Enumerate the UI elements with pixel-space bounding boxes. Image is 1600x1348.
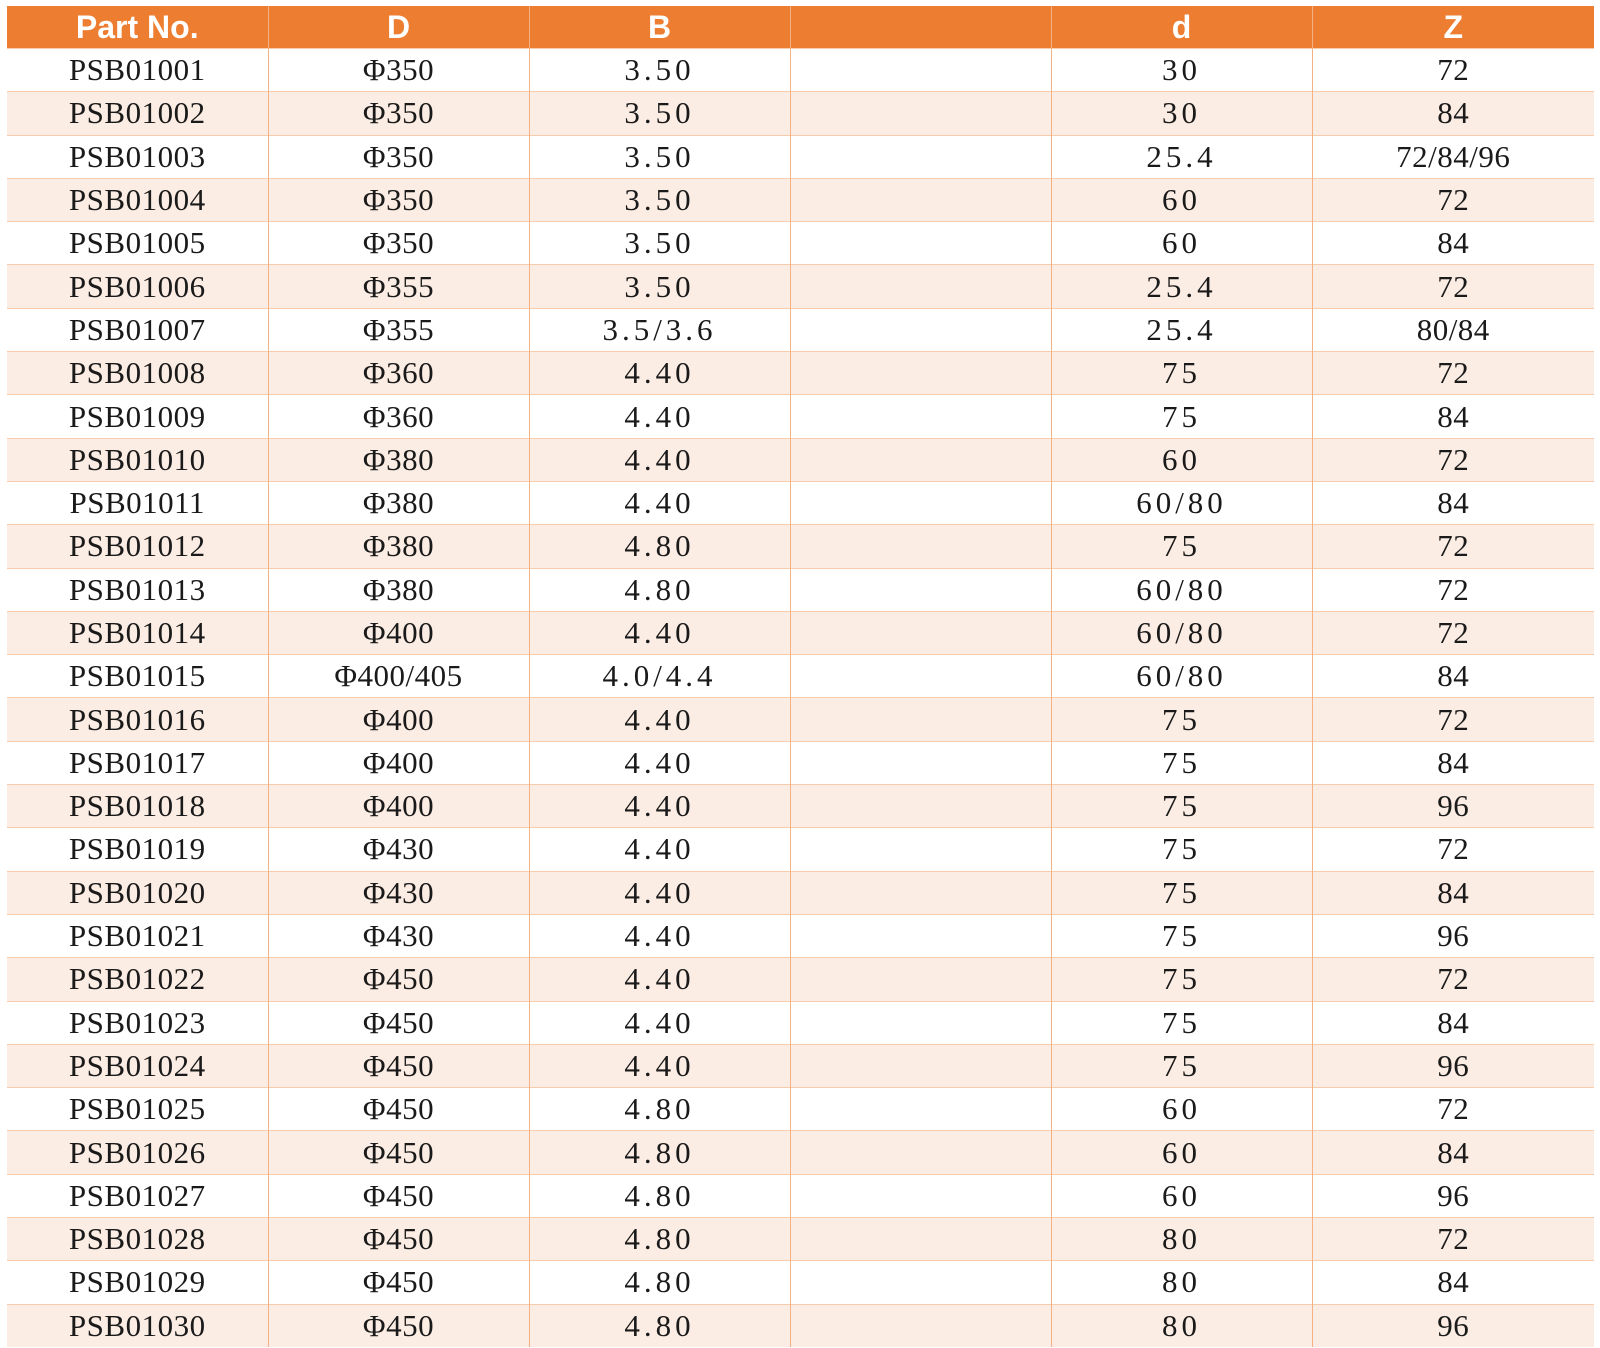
part-no-cell: PSB01013 [7, 568, 268, 611]
part-no-cell: PSB01012 [7, 525, 268, 568]
d-lower-cell: 75 [1051, 785, 1312, 828]
b-cell: 4.40 [529, 914, 790, 957]
z-cell: 96 [1312, 1044, 1594, 1087]
part-no-cell: PSB01007 [7, 308, 268, 351]
b-cell: 4.40 [529, 438, 790, 481]
part-no-cell: PSB01008 [7, 352, 268, 395]
part-no-cell: PSB01027 [7, 1174, 268, 1217]
b-cell: 4.40 [529, 395, 790, 438]
b-cell: 4.40 [529, 828, 790, 871]
spec-table-container [7, 6, 1594, 1347]
b-cell: 3.50 [529, 92, 790, 135]
z-cell: 96 [1312, 785, 1594, 828]
b-cell: 3.50 [529, 222, 790, 265]
part-no-cell: PSB01016 [7, 698, 268, 741]
z-cell: 96 [1312, 1174, 1594, 1217]
part-no-header: Part No. [7, 6, 268, 49]
part-no-cell: PSB01015 [7, 655, 268, 698]
d-upper-cell: Φ450 [268, 1304, 529, 1347]
blank-cell [790, 741, 1051, 784]
part-no-cell: PSB01028 [7, 1218, 268, 1261]
b-cell: 3.50 [529, 135, 790, 178]
z-cell: 72/84/96 [1312, 135, 1594, 178]
d-upper-cell: Φ450 [268, 1088, 529, 1131]
blank-cell [790, 1218, 1051, 1261]
z-cell: 96 [1312, 914, 1594, 957]
blank-cell [790, 352, 1051, 395]
z-cell: 72 [1312, 352, 1594, 395]
table-row [7, 352, 1594, 395]
table-row [7, 655, 1594, 698]
b-cell: 4.0/4.4 [529, 655, 790, 698]
d-lower-cell: 25.4 [1051, 135, 1312, 178]
part-no-cell: PSB01020 [7, 871, 268, 914]
table-row [7, 828, 1594, 871]
table-header [7, 6, 1594, 49]
z-cell: 72 [1312, 438, 1594, 481]
table-row [7, 481, 1594, 524]
blank-cell [790, 611, 1051, 654]
z-cell: 72 [1312, 568, 1594, 611]
blank-cell [790, 914, 1051, 957]
d-upper-cell: Φ350 [268, 49, 529, 92]
table-row [7, 785, 1594, 828]
z-cell: 72 [1312, 611, 1594, 654]
blank-cell [790, 1131, 1051, 1174]
z-cell: 72 [1312, 265, 1594, 308]
d-lower-cell: 60 [1051, 1088, 1312, 1131]
d-upper-cell: Φ355 [268, 265, 529, 308]
z-cell: 84 [1312, 481, 1594, 524]
d-upper-cell: Φ380 [268, 525, 529, 568]
b-cell: 4.40 [529, 611, 790, 654]
blank-cell [790, 178, 1051, 221]
b-cell: 4.40 [529, 481, 790, 524]
d-lower-cell: 60/80 [1051, 568, 1312, 611]
part-no-cell: PSB01024 [7, 1044, 268, 1087]
table-row [7, 1304, 1594, 1347]
table-row [7, 92, 1594, 135]
d-upper-cell: Φ400 [268, 785, 529, 828]
z-cell: 84 [1312, 222, 1594, 265]
table-row [7, 1131, 1594, 1174]
d-lower-cell: 75 [1051, 698, 1312, 741]
b-cell: 4.80 [529, 568, 790, 611]
d-upper-cell: Φ450 [268, 1131, 529, 1174]
d-lower-cell: 80 [1051, 1304, 1312, 1347]
blank-cell [790, 1044, 1051, 1087]
b-cell: 4.80 [529, 1218, 790, 1261]
blank-cell [790, 135, 1051, 178]
d-lower-cell: 75 [1051, 828, 1312, 871]
z-cell: 84 [1312, 395, 1594, 438]
blank-cell [790, 958, 1051, 1001]
d-upper-cell: Φ450 [268, 1261, 529, 1304]
blank-cell [790, 222, 1051, 265]
d-upper-cell: Φ380 [268, 568, 529, 611]
table-row [7, 1218, 1594, 1261]
z-cell: 72 [1312, 1088, 1594, 1131]
z-cell: 84 [1312, 1261, 1594, 1304]
table-row [7, 1261, 1594, 1304]
d-upper-cell: Φ450 [268, 1044, 529, 1087]
d-upper-cell: Φ350 [268, 92, 529, 135]
d-upper-cell: Φ360 [268, 352, 529, 395]
blank-cell [790, 1001, 1051, 1044]
part-no-cell: PSB01014 [7, 611, 268, 654]
table-row [7, 1001, 1594, 1044]
blank-cell [790, 1304, 1051, 1347]
z-cell: 96 [1312, 1304, 1594, 1347]
d-lower-cell: 60/80 [1051, 655, 1312, 698]
table-row [7, 1044, 1594, 1087]
d-lower-cell: 75 [1051, 741, 1312, 784]
blank-header [790, 6, 1051, 49]
d-lower-header: d [1051, 6, 1312, 49]
table-row [7, 308, 1594, 351]
table-row [7, 741, 1594, 784]
z-cell: 72 [1312, 828, 1594, 871]
table-row [7, 222, 1594, 265]
table-row [7, 698, 1594, 741]
d-lower-cell: 75 [1051, 914, 1312, 957]
d-lower-cell: 75 [1051, 871, 1312, 914]
d-upper-cell: Φ350 [268, 135, 529, 178]
part-no-cell: PSB01003 [7, 135, 268, 178]
table-row [7, 525, 1594, 568]
d-lower-cell: 60/80 [1051, 611, 1312, 654]
part-no-cell: PSB01001 [7, 49, 268, 92]
z-cell: 84 [1312, 1001, 1594, 1044]
d-lower-cell: 25.4 [1051, 308, 1312, 351]
table-row [7, 135, 1594, 178]
b-cell: 3.50 [529, 178, 790, 221]
blank-cell [790, 568, 1051, 611]
part-no-cell: PSB01026 [7, 1131, 268, 1174]
part-no-cell: PSB01025 [7, 1088, 268, 1131]
blank-cell [790, 828, 1051, 871]
b-cell: 4.80 [529, 525, 790, 568]
z-cell: 84 [1312, 655, 1594, 698]
d-upper-cell: Φ450 [268, 1001, 529, 1044]
b-cell: 4.80 [529, 1088, 790, 1131]
d-lower-cell: 75 [1051, 1044, 1312, 1087]
part-no-cell: PSB01017 [7, 741, 268, 784]
table-row [7, 914, 1594, 957]
z-cell: 84 [1312, 741, 1594, 784]
d-lower-cell: 80 [1051, 1261, 1312, 1304]
blank-cell [790, 655, 1051, 698]
blank-cell [790, 1088, 1051, 1131]
d-lower-cell: 75 [1051, 958, 1312, 1001]
part-no-cell: PSB01022 [7, 958, 268, 1001]
d-upper-cell: Φ430 [268, 871, 529, 914]
b-cell: 4.40 [529, 352, 790, 395]
b-cell: 3.5/3.6 [529, 308, 790, 351]
part-no-cell: PSB01004 [7, 178, 268, 221]
d-upper-cell: Φ450 [268, 1218, 529, 1261]
d-upper-cell: Φ360 [268, 395, 529, 438]
d-lower-cell: 75 [1051, 525, 1312, 568]
z-cell: 72 [1312, 1218, 1594, 1261]
part-no-cell: PSB01030 [7, 1304, 268, 1347]
table-row [7, 178, 1594, 221]
blank-cell [790, 308, 1051, 351]
d-upper-cell: Φ400 [268, 611, 529, 654]
b-cell: 4.80 [529, 1261, 790, 1304]
part-no-cell: PSB01006 [7, 265, 268, 308]
d-upper-cell: Φ450 [268, 958, 529, 1001]
blank-cell [790, 92, 1051, 135]
table-row [7, 611, 1594, 654]
part-no-cell: PSB01005 [7, 222, 268, 265]
z-cell: 72 [1312, 178, 1594, 221]
part-no-cell: PSB01010 [7, 438, 268, 481]
table-row [7, 958, 1594, 1001]
blank-cell [790, 525, 1051, 568]
d-upper-cell: Φ355 [268, 308, 529, 351]
part-no-cell: PSB01023 [7, 1001, 268, 1044]
b-cell: 3.50 [529, 265, 790, 308]
z-cell: 72 [1312, 958, 1594, 1001]
d-lower-cell: 75 [1051, 395, 1312, 438]
d-lower-cell: 75 [1051, 1001, 1312, 1044]
b-cell: 4.40 [529, 1044, 790, 1087]
blank-cell [790, 49, 1051, 92]
part-no-cell: PSB01011 [7, 481, 268, 524]
table-row [7, 438, 1594, 481]
z-cell: 72 [1312, 525, 1594, 568]
part-no-cell: PSB01029 [7, 1261, 268, 1304]
d-lower-cell: 30 [1051, 49, 1312, 92]
d-upper-cell: Φ400/405 [268, 655, 529, 698]
d-upper-cell: Φ350 [268, 222, 529, 265]
b-header: B [529, 6, 790, 49]
d-lower-cell: 60/80 [1051, 481, 1312, 524]
d-lower-cell: 80 [1051, 1218, 1312, 1261]
d-upper-cell: Φ450 [268, 1174, 529, 1217]
d-upper-cell: Φ430 [268, 914, 529, 957]
b-cell: 4.40 [529, 698, 790, 741]
blank-cell [790, 871, 1051, 914]
z-cell: 84 [1312, 871, 1594, 914]
blank-cell [790, 481, 1051, 524]
table-body [7, 49, 1594, 1347]
header-row [7, 6, 1594, 49]
blank-cell [790, 395, 1051, 438]
z-cell: 72 [1312, 49, 1594, 92]
part-no-cell: PSB01002 [7, 92, 268, 135]
b-cell: 4.40 [529, 785, 790, 828]
d-lower-cell: 60 [1051, 1174, 1312, 1217]
d-upper-cell: Φ400 [268, 741, 529, 784]
blank-cell [790, 1261, 1051, 1304]
b-cell: 4.80 [529, 1304, 790, 1347]
part-no-cell: PSB01018 [7, 785, 268, 828]
d-lower-cell: 60 [1051, 178, 1312, 221]
d-lower-cell: 25.4 [1051, 265, 1312, 308]
d-upper-cell: Φ350 [268, 178, 529, 221]
d-lower-cell: 60 [1051, 438, 1312, 481]
d-upper-header: D [268, 6, 529, 49]
z-cell: 72 [1312, 698, 1594, 741]
d-lower-cell: 75 [1051, 352, 1312, 395]
part-spec-table [7, 6, 1594, 1347]
b-cell: 4.40 [529, 871, 790, 914]
blank-cell [790, 1174, 1051, 1217]
table-row [7, 265, 1594, 308]
blank-cell [790, 698, 1051, 741]
b-cell: 4.40 [529, 741, 790, 784]
d-upper-cell: Φ400 [268, 698, 529, 741]
b-cell: 3.50 [529, 49, 790, 92]
table-row [7, 568, 1594, 611]
part-no-cell: PSB01019 [7, 828, 268, 871]
d-upper-cell: Φ380 [268, 438, 529, 481]
d-upper-cell: Φ430 [268, 828, 529, 871]
d-upper-cell: Φ380 [268, 481, 529, 524]
part-no-cell: PSB01021 [7, 914, 268, 957]
d-lower-cell: 60 [1051, 222, 1312, 265]
table-row [7, 395, 1594, 438]
d-lower-cell: 60 [1051, 1131, 1312, 1174]
z-cell: 80/84 [1312, 308, 1594, 351]
blank-cell [790, 438, 1051, 481]
b-cell: 4.80 [529, 1131, 790, 1174]
z-cell: 84 [1312, 1131, 1594, 1174]
z-header: Z [1312, 6, 1594, 49]
blank-cell [790, 265, 1051, 308]
blank-cell [790, 785, 1051, 828]
table-row [7, 49, 1594, 92]
table-row [7, 871, 1594, 914]
table-row [7, 1174, 1594, 1217]
d-lower-cell: 30 [1051, 92, 1312, 135]
b-cell: 4.40 [529, 958, 790, 1001]
part-no-cell: PSB01009 [7, 395, 268, 438]
b-cell: 4.40 [529, 1001, 790, 1044]
z-cell: 84 [1312, 92, 1594, 135]
b-cell: 4.80 [529, 1174, 790, 1217]
table-row [7, 1088, 1594, 1131]
